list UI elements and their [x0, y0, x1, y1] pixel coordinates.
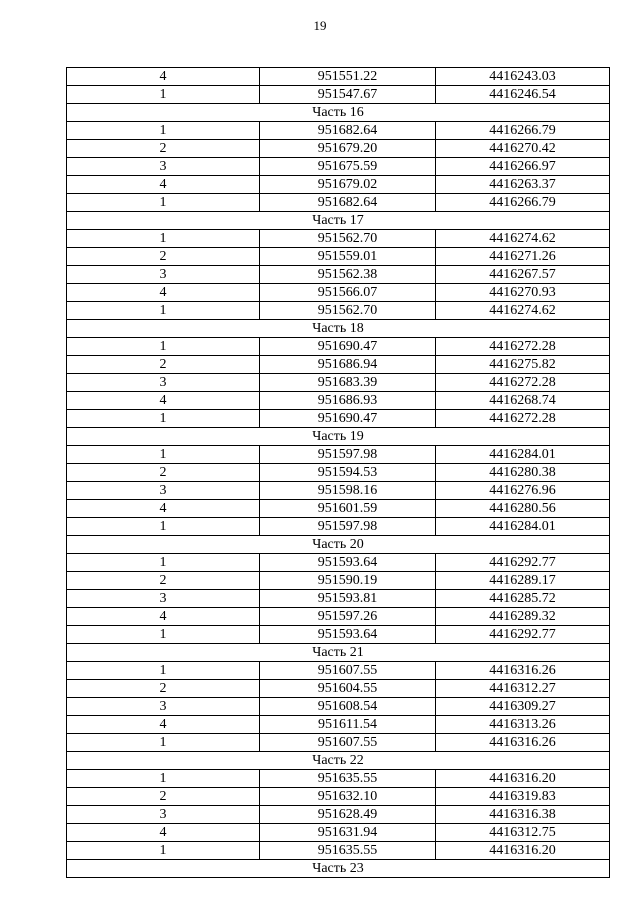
table-row	[67, 140, 610, 158]
x-coordinate: 951682.64	[260, 122, 436, 140]
y-coordinate: 4416272.28	[436, 374, 610, 392]
table-row	[67, 500, 610, 518]
table-row	[67, 770, 610, 788]
y-coordinate: 4416246.54	[436, 86, 610, 104]
x-coordinate: 951604.55	[260, 680, 436, 698]
table-row	[67, 356, 610, 374]
table-row	[67, 338, 610, 356]
table-row	[67, 374, 610, 392]
section-row	[67, 428, 610, 446]
y-coordinate: 4416266.97	[436, 158, 610, 176]
point-number: 4	[67, 500, 260, 518]
table-row	[67, 266, 610, 284]
point-number: 2	[67, 680, 260, 698]
table-row	[67, 482, 610, 500]
y-coordinate: 4416284.01	[436, 446, 610, 464]
x-coordinate: 951679.20	[260, 140, 436, 158]
y-coordinate: 4416284.01	[436, 518, 610, 536]
point-number: 2	[67, 248, 260, 266]
y-coordinate: 4416243.03	[436, 68, 610, 86]
table-row	[67, 554, 610, 572]
y-coordinate: 4416316.26	[436, 662, 610, 680]
section-row	[67, 644, 610, 662]
x-coordinate: 951593.81	[260, 590, 436, 608]
section-row	[67, 860, 610, 878]
section-row	[67, 536, 610, 554]
point-number: 3	[67, 806, 260, 824]
y-coordinate: 4416274.62	[436, 302, 610, 320]
point-number: 3	[67, 698, 260, 716]
y-coordinate: 4416280.56	[436, 500, 610, 518]
section-title: Часть 16	[67, 104, 610, 122]
x-coordinate: 951675.59	[260, 158, 436, 176]
y-coordinate: 4416292.77	[436, 554, 610, 572]
y-coordinate: 4416276.96	[436, 482, 610, 500]
table-row	[67, 842, 610, 860]
table-row	[67, 230, 610, 248]
table-row	[67, 734, 610, 752]
x-coordinate: 951608.54	[260, 698, 436, 716]
y-coordinate: 4416316.26	[436, 734, 610, 752]
x-coordinate: 951683.39	[260, 374, 436, 392]
x-coordinate: 951597.26	[260, 608, 436, 626]
x-coordinate: 951551.22	[260, 68, 436, 86]
y-coordinate: 4416263.37	[436, 176, 610, 194]
table-row	[67, 302, 610, 320]
x-coordinate: 951679.02	[260, 176, 436, 194]
x-coordinate: 951632.10	[260, 788, 436, 806]
table-row	[67, 194, 610, 212]
point-number: 4	[67, 284, 260, 302]
x-coordinate: 951594.53	[260, 464, 436, 482]
section-title: Часть 22	[67, 752, 610, 770]
x-coordinate: 951601.59	[260, 500, 436, 518]
point-number: 1	[67, 446, 260, 464]
table-row	[67, 158, 610, 176]
x-coordinate: 951547.67	[260, 86, 436, 104]
point-number: 4	[67, 716, 260, 734]
table-row	[67, 824, 610, 842]
x-coordinate: 951559.01	[260, 248, 436, 266]
point-number: 1	[67, 302, 260, 320]
y-coordinate: 4416313.26	[436, 716, 610, 734]
table-row	[67, 788, 610, 806]
table-row	[67, 608, 610, 626]
x-coordinate: 951566.07	[260, 284, 436, 302]
x-coordinate: 951598.16	[260, 482, 436, 500]
x-coordinate: 951631.94	[260, 824, 436, 842]
point-number: 1	[67, 86, 260, 104]
point-number: 2	[67, 572, 260, 590]
point-number: 1	[67, 518, 260, 536]
y-coordinate: 4416268.74	[436, 392, 610, 410]
y-coordinate: 4416274.62	[436, 230, 610, 248]
table-row	[67, 716, 610, 734]
y-coordinate: 4416289.17	[436, 572, 610, 590]
point-number: 2	[67, 788, 260, 806]
point-number: 4	[67, 68, 260, 86]
section-title: Часть 19	[67, 428, 610, 446]
y-coordinate: 4416312.27	[436, 680, 610, 698]
table-row	[67, 284, 610, 302]
y-coordinate: 4416319.83	[436, 788, 610, 806]
point-number: 2	[67, 464, 260, 482]
point-number: 1	[67, 842, 260, 860]
section-title: Часть 23	[67, 860, 610, 878]
y-coordinate: 4416270.93	[436, 284, 610, 302]
section-row	[67, 104, 610, 122]
point-number: 1	[67, 662, 260, 680]
point-number: 1	[67, 554, 260, 572]
section-title: Часть 17	[67, 212, 610, 230]
x-coordinate: 951635.55	[260, 842, 436, 860]
point-number: 3	[67, 482, 260, 500]
point-number: 1	[67, 626, 260, 644]
x-coordinate: 951635.55	[260, 770, 436, 788]
y-coordinate: 4416270.42	[436, 140, 610, 158]
y-coordinate: 4416267.57	[436, 266, 610, 284]
point-number: 1	[67, 194, 260, 212]
point-number: 1	[67, 122, 260, 140]
coordinates-table-body	[67, 68, 610, 878]
section-title: Часть 21	[67, 644, 610, 662]
x-coordinate: 951562.70	[260, 230, 436, 248]
table-row	[67, 464, 610, 482]
page-number: 19	[313, 18, 327, 33]
x-coordinate: 951607.55	[260, 662, 436, 680]
point-number: 2	[67, 356, 260, 374]
point-number: 2	[67, 140, 260, 158]
table-row	[67, 662, 610, 680]
y-coordinate: 4416272.28	[436, 338, 610, 356]
table-row	[67, 410, 610, 428]
x-coordinate: 951562.70	[260, 302, 436, 320]
x-coordinate: 951682.64	[260, 194, 436, 212]
point-number: 1	[67, 338, 260, 356]
y-coordinate: 4416289.32	[436, 608, 610, 626]
x-coordinate: 951562.38	[260, 266, 436, 284]
table-row	[67, 176, 610, 194]
point-number: 3	[67, 158, 260, 176]
table-row	[67, 248, 610, 266]
table-row	[67, 572, 610, 590]
point-number: 4	[67, 392, 260, 410]
point-number: 1	[67, 770, 260, 788]
section-row	[67, 212, 610, 230]
y-coordinate: 4416316.20	[436, 842, 610, 860]
y-coordinate: 4416266.79	[436, 122, 610, 140]
coordinates-table	[66, 67, 610, 878]
x-coordinate: 951607.55	[260, 734, 436, 752]
section-row	[67, 320, 610, 338]
section-title: Часть 18	[67, 320, 610, 338]
x-coordinate: 951590.19	[260, 572, 436, 590]
x-coordinate: 951611.54	[260, 716, 436, 734]
point-number: 4	[67, 608, 260, 626]
point-number: 3	[67, 266, 260, 284]
table-row	[67, 68, 610, 86]
section-title: Часть 20	[67, 536, 610, 554]
x-coordinate: 951686.93	[260, 392, 436, 410]
point-number: 3	[67, 590, 260, 608]
table-row	[67, 86, 610, 104]
y-coordinate: 4416285.72	[436, 590, 610, 608]
y-coordinate: 4416309.27	[436, 698, 610, 716]
table-row	[67, 446, 610, 464]
y-coordinate: 4416266.79	[436, 194, 610, 212]
x-coordinate: 951690.47	[260, 410, 436, 428]
x-coordinate: 951628.49	[260, 806, 436, 824]
point-number: 4	[67, 824, 260, 842]
y-coordinate: 4416312.75	[436, 824, 610, 842]
section-row	[67, 752, 610, 770]
table-row	[67, 122, 610, 140]
table-row	[67, 680, 610, 698]
table-row	[67, 698, 610, 716]
x-coordinate: 951690.47	[260, 338, 436, 356]
point-number: 4	[67, 176, 260, 194]
table-row	[67, 518, 610, 536]
point-number: 1	[67, 734, 260, 752]
x-coordinate: 951597.98	[260, 446, 436, 464]
y-coordinate: 4416316.38	[436, 806, 610, 824]
x-coordinate: 951593.64	[260, 626, 436, 644]
y-coordinate: 4416272.28	[436, 410, 610, 428]
x-coordinate: 951686.94	[260, 356, 436, 374]
point-number: 1	[67, 410, 260, 428]
x-coordinate: 951593.64	[260, 554, 436, 572]
y-coordinate: 4416280.38	[436, 464, 610, 482]
y-coordinate: 4416271.26	[436, 248, 610, 266]
table-row	[67, 392, 610, 410]
y-coordinate: 4416316.20	[436, 770, 610, 788]
table-row	[67, 626, 610, 644]
point-number: 3	[67, 374, 260, 392]
table-row	[67, 590, 610, 608]
y-coordinate: 4416275.82	[436, 356, 610, 374]
point-number: 1	[67, 230, 260, 248]
y-coordinate: 4416292.77	[436, 626, 610, 644]
table-row	[67, 806, 610, 824]
x-coordinate: 951597.98	[260, 518, 436, 536]
